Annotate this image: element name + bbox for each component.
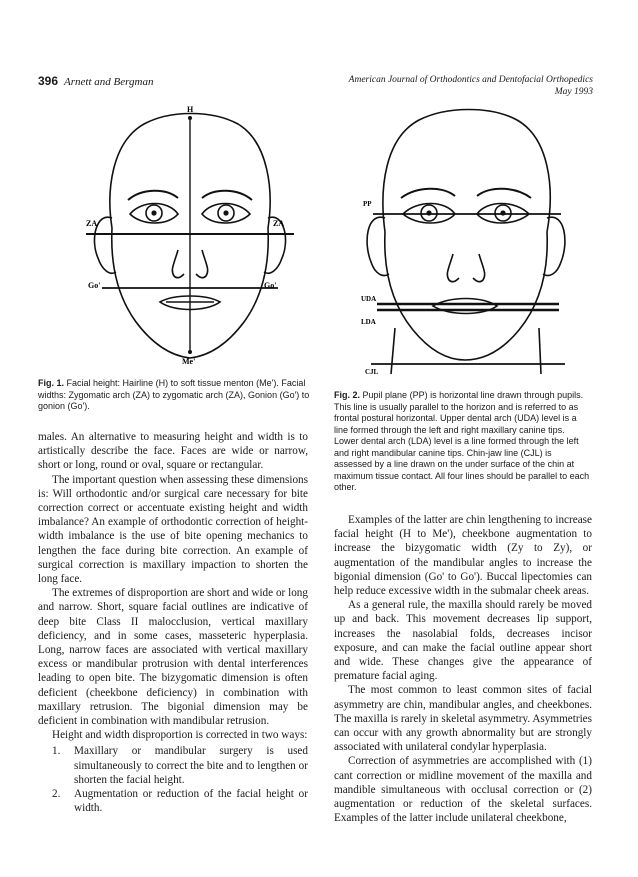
figure-2-caption-label: Fig. 2. bbox=[334, 390, 361, 400]
right-paragraph-1: Examples of the latter are chin lengthening to increase facial height (H to Me'), cheekbone augmentation to increase the bizygomatic width (Zy to Zy), or augmentation of the mandibular angles to increase the bigonial dimension (Go' to Go'). Buccal lipectomies can help reduce excessive width in the submalar cheek areas. bbox=[334, 514, 592, 598]
label-go-left: Go' bbox=[88, 281, 101, 290]
figure-2-caption bbox=[334, 390, 590, 494]
running-header-right bbox=[349, 74, 593, 98]
left-paragraph-2: The important question when assessing these dimensions is: Will orthodontic and/or surgical care necessary for bite correction correct or accentuate existing height and width imbalance? An example of orthodontic correction of height-width imbalance is the use of bite opening mechanics to lengthen the face during bite correction. An example of surgical correction is maxillary impaction to shorten the long face. bbox=[38, 473, 308, 586]
issue-date: May 1993 bbox=[554, 87, 593, 97]
label-za-left: ZA bbox=[86, 219, 98, 228]
label-za-right: ZA bbox=[273, 219, 285, 228]
page-number: 396 bbox=[38, 74, 59, 88]
label-cjl: CJL bbox=[365, 368, 379, 376]
list-item-text: Augmentation or reduction of the facial height or width. bbox=[74, 788, 308, 815]
list-item bbox=[38, 787, 308, 815]
left-paragraph-4: Height and width disproportion is corrected in two ways: bbox=[52, 729, 308, 742]
right-paragraph-2: As a general rule, the maxilla should rarely be moved up and back. This movement decreases lip support, increases the nasolabial folds, decreases incisor exposure, and can make the facial outline appear short and wide. These changes give the appearance of premature facial aging. bbox=[334, 599, 592, 683]
figure-1-caption-text: Facial height: Hairline (H) to soft tissue menton (Me'). Facial widths: Zygomatic arch (ZA) to zygomatic arch (ZA), Gonion (Go') to gonion (Go'). bbox=[38, 378, 310, 411]
list-item-text: Maxillary or mandibular surgery is used simultaneously to correct the bite and to lengthen or shorten the facial height. bbox=[74, 745, 308, 786]
list-item-number: 2. bbox=[52, 788, 61, 801]
right-text-column bbox=[334, 513, 592, 825]
label-me: Me' bbox=[182, 357, 196, 366]
figure-2-face-drawing bbox=[345, 98, 585, 380]
journal-name: American Journal of Orthodontics and Dentofacial Orthopedics bbox=[348, 75, 593, 85]
figure-2-caption-text: Pupil plane (PP) is horizontal line drawn through pupils. This line is usually parallel to the horizon and is referred to as frontal postural horizontal. Upper dental arch (UDA) level is a line formed through the left and right maxillary canine tips. Lower dental arch (LDA) level is a line formed through the left and right mandibular canine tips. Chin-jaw line (CJL) is assessed by a line drawn on the under surface of the chin at maximum tissue contact. All four lines should be parallel to each other. bbox=[334, 390, 590, 492]
left-paragraph-3: The extremes of disproportion are short and wide or long and narrow. Short, square facial outlines are indicative of deep bite Class II malocclusion, vertical maxillary deficiency, and in some cases, masseteric hyperplasia. Long, narrow faces are associated with vertical maxillary excess or mandibular protrusion with dental interferences leading to open bite. The bizygomatic dimension is often deficient (cheekbone deficiency) in combination with maxillary retrusion. The bigonial dimension may be deficient in combination with mandibular retrusion. bbox=[38, 587, 308, 728]
running-header-authors: Arnett and Bergman bbox=[64, 76, 154, 88]
label-go-right: Go' bbox=[264, 281, 277, 290]
label-uda: UDA bbox=[361, 295, 377, 303]
left-text-column bbox=[38, 430, 308, 815]
correction-methods-list bbox=[38, 744, 308, 815]
label-h: H bbox=[187, 105, 194, 114]
figure-1-caption bbox=[38, 378, 320, 413]
list-item-number: 1. bbox=[52, 745, 61, 758]
figure-1-face-drawing bbox=[70, 100, 310, 372]
label-pp: PP bbox=[363, 200, 372, 208]
label-lda: LDA bbox=[361, 318, 376, 326]
left-paragraph-1: males. An alternative to measuring height and width is to artistically describe the face. Faces are wide or narrow, short or long, round or oval, square or rectangular. bbox=[38, 431, 308, 472]
right-paragraph-3: The most common to least common sites of facial asymmetry are chin, mandibular angles, and cheekbones. The maxilla is rarely in skeletal asymmetry. Asymmetries can occur with any growth abnormality but are strongly associated with unilateral condylar hyperplasia. bbox=[334, 684, 592, 754]
right-paragraph-4: Correction of asymmetries are accomplished with (1) cant correction or midline movement of the maxilla and mandible simultaneous with occlusal correction or (2) augmentation or reduction of the skeletal surfaces. Examples of the latter include unilateral cheekbone, bbox=[334, 755, 592, 825]
figure-1-caption-label: Fig. 1. bbox=[38, 378, 65, 388]
running-header-left bbox=[38, 74, 153, 88]
list-item bbox=[38, 744, 308, 787]
